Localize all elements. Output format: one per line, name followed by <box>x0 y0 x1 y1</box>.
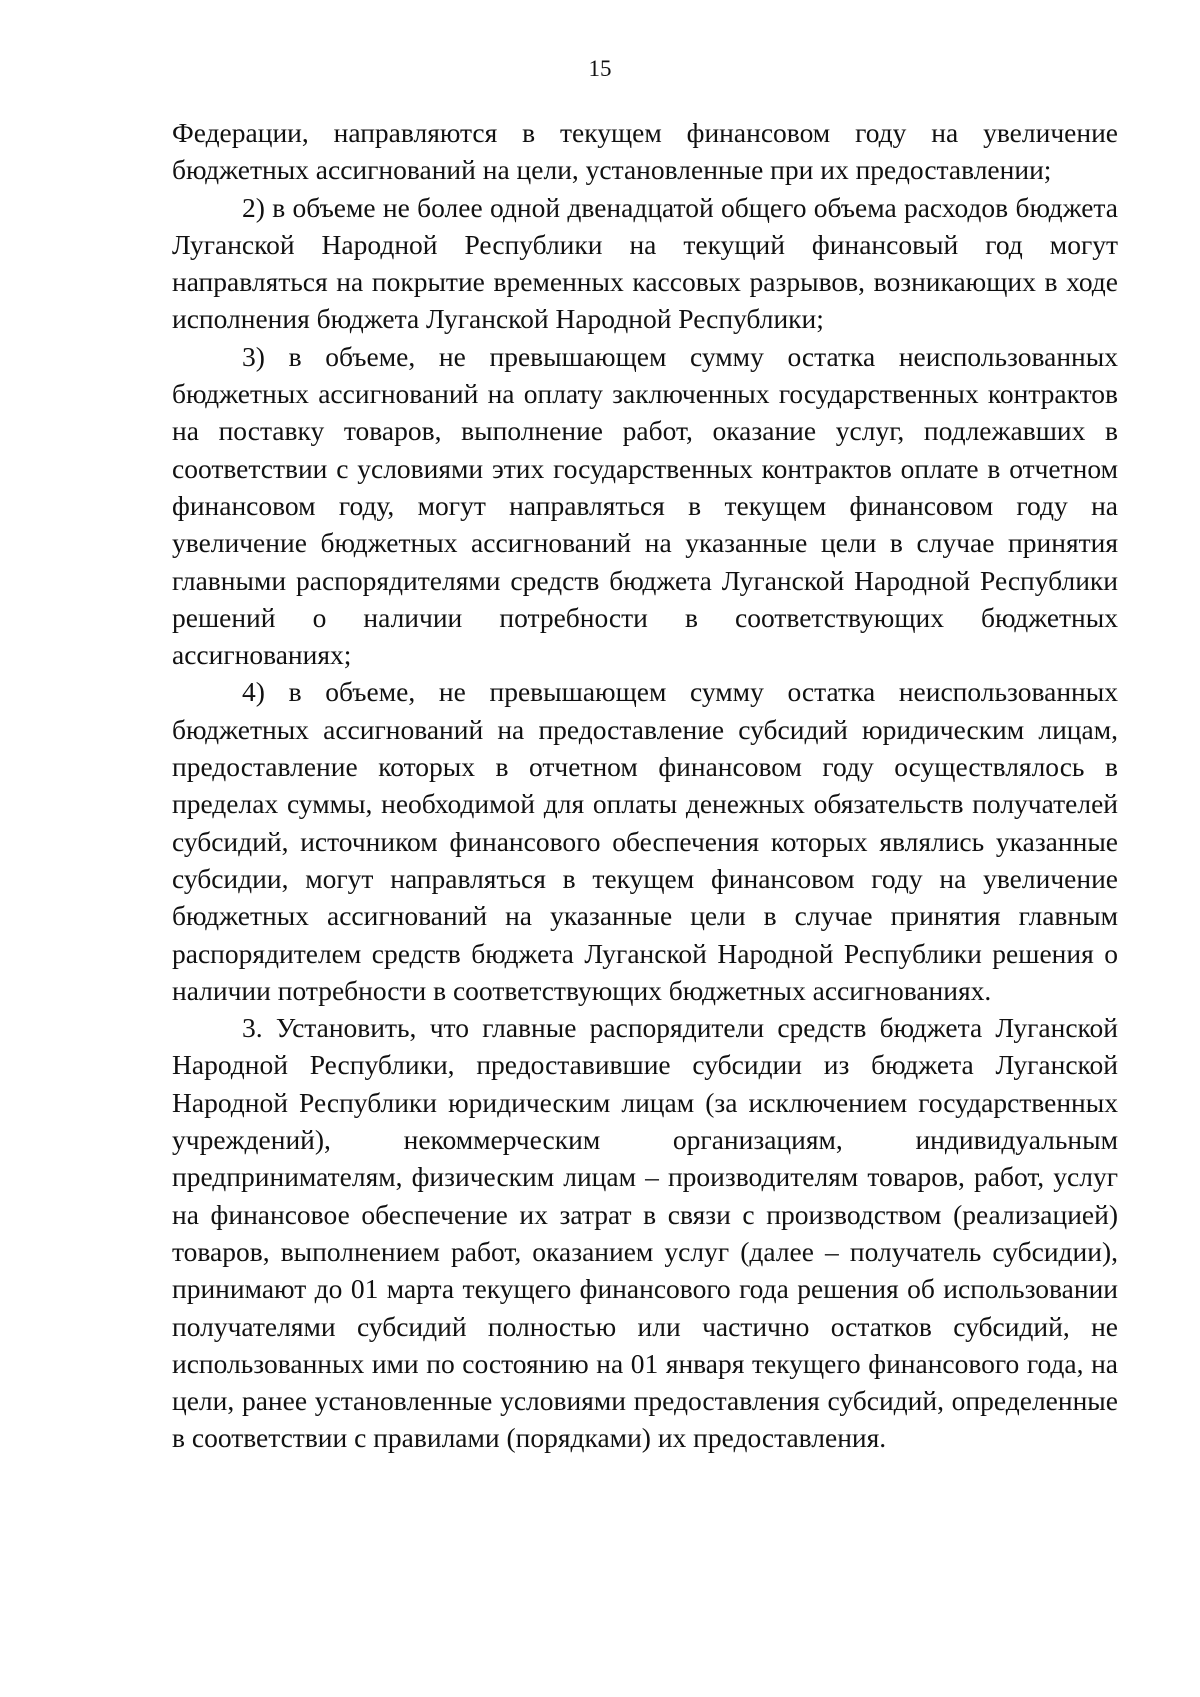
paragraph-item-2: 2) в объеме не более одной двенадцатой общего объема расходов бюджета Луганской Народной Республики на текущий финансовый год могут направляться на покрытие временных кассовых разрывов, возникающих в ходе исполнения бюджета Луганской Народной Республики; <box>172 191 1118 335</box>
paragraph-continuation: Федерации, направляются в текущем финансовом году на увеличение бюджетных ассигнований на цели, установленные при их предоставлении; <box>172 117 1118 186</box>
page-number: 15 <box>588 56 612 81</box>
paragraph-item-4: 4) в объеме, не превышающем сумму остатка неиспользованных бюджетных ассигнований на предоставление субсидий юридическим лицам, предоставление которых в отчетном финансовом году осуществлялось в пределах суммы, необходимой для оплаты денежных обязательств получателей субсидий, источником финансового обеспечения которых являлись указанные субсидии, могут направляться в текущем финансовом году на увеличение бюджетных ассигнований на указанные цели в случае принятия главным распорядителем средств бюджета Луганской Народной Республики решения о наличии потребности в соответствующих бюджетных ассигнованиях. <box>172 676 1118 1006</box>
document-body <box>172 114 1118 1457</box>
paragraph-section-3: 3. Установить, что главные распорядители средств бюджета Луганской Народной Республики, предоставившие субсидии из бюджета Луганской Народной Республики юридическим лицам (за исключением государственных учреждений), некоммерческим организациям, индивидуальным предпринимателям, физическим лицам – производителям товаров, работ, услуг на финансовое обеспечение их затрат в связи с производством (реализацией) товаров, выполнением работ, оказанием услуг (далее – получатель субсидии), принимают до 01 марта текущего финансового года решения об использовании получателями субсидий полностью или частично остатков субсидий, не использованных ими по состоянию на 01 января текущего финансового года, на цели, ранее установленные условиями предоставления субсидий, определенные в соответствии с правилами (порядками) их предоставления. <box>172 1012 1118 1454</box>
paragraph-item-3: 3) в объеме, не превышающем сумму остатка неиспользованных бюджетных ассигнований на оплату заключенных государственных контрактов на поставку товаров, выполнение работ, оказание услуг, подлежавших в соответствии с условиями этих государственных контрактов оплате в отчетном финансовом году, могут направляться в текущем финансовом году на увеличение бюджетных ассигнований на указанные цели в случае принятия главными распорядителями средств бюджета Луганской Народной Республики решений о наличии потребности в соответствующих бюджетных ассигнованиях; <box>172 340 1118 671</box>
